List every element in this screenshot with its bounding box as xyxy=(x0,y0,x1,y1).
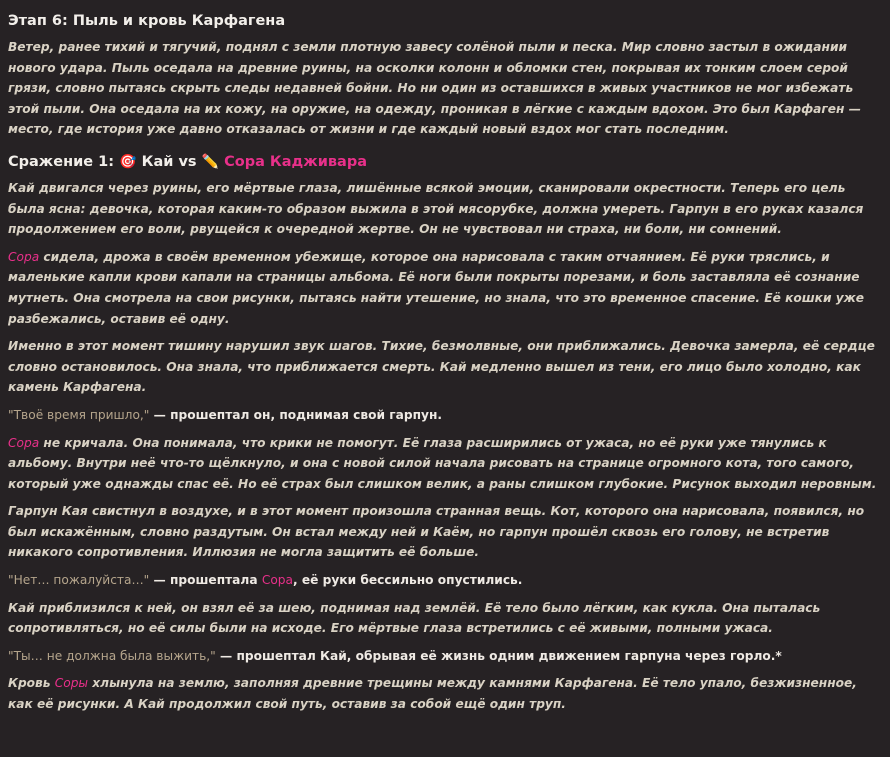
character-name-sora: Сора xyxy=(261,573,293,588)
dialogue-line xyxy=(8,646,882,667)
fighter1-name: Кай xyxy=(141,153,174,170)
dialogue-text: , её руки бессильно опустились. xyxy=(292,573,523,588)
story-paragraph xyxy=(8,673,882,714)
battle-heading xyxy=(8,152,882,172)
story-text: сидела, дрожа в своём временном убежище, которое она нарисовала с таким отчаянием. Её руки тряслись, и маленькие капли крови капали на страницы альбома. Её ноги были покрыты порезами, и боль заставляла её сознание мутнеть. Она смотрела на свои рисунки, пытаясь найти утешение, но знала, что это временное спасение. Её кошки уже разбежались, оставив её одну. xyxy=(8,249,865,326)
dialogue-quote: "Твоё время пришло," xyxy=(8,407,150,422)
story-text: хлынула на землю, заполняя древние трещины между камнями Карфагена. Её тело упало, безжизненное, как её рисунки. А Кай продолжил свой путь, оставив за собой ещё один труп. xyxy=(8,676,857,712)
battle-prefix: Сражение 1: xyxy=(8,153,115,170)
dialogue-text: — прошептал Кай, обрывая её жизнь одним движением гарпуна через горло.* xyxy=(215,648,782,663)
stage-intro: Ветер, ранее тихий и тягучий, поднял с земли плотную завесу солёной пыли и песка. Мир словно застыл в ожидании нового удара. Пыль оседала на древние руины, на осколки колонн и обломки стен, покрывая их тонким слоем серой грязи, словно пытаясь скрыть следы недавней бойни. Но ни один из оставшихся в живых участников не мог избежать этой пыли. Она оседала на их кожу, на оружие, на одежду, проникая в лёгкие с каждым вдохом. Это был Карфаген — место, где история уже давно отказалась от жизни и где каждый новый вздох мог стать последним. xyxy=(8,40,861,137)
story-paragraph: Кай приблизился к ней, он взял её за шею, поднимая над землёй. Её тело было лёгким, как кукла. Она пыталась сопротивляться, но её силы были на исходе. Его мёртвые глаза встретились с её живыми, полными ужаса. xyxy=(8,600,821,636)
character-name-sora: Соры xyxy=(54,676,89,691)
story-paragraph: Именно в этот момент тишину нарушил звук шагов. Тихие, безмолвные, они приближались. Девочка замерла, её сердце словно остановилось. Она знала, что приближается смерть. Кай медленно вышел из тени, его лицо было холодно, как камень Карфагена. xyxy=(8,339,875,395)
dialogue-quote: "Нет… пожалуйста…" xyxy=(8,573,150,588)
story-paragraph xyxy=(8,247,882,329)
fighter2-name: Сора Кадживара xyxy=(224,153,367,170)
character-name-sora: Сора xyxy=(8,435,40,450)
story-paragraph xyxy=(8,433,882,495)
dialogue-line xyxy=(8,570,882,591)
stage-title: Этап 6: Пыль и кровь Карфагена xyxy=(8,13,286,29)
story-text: не кричала. Она понимала, что крики не помогут. Её глаза расширились от ужаса, но её руки уже тянулись к альбому. Внутри неё что-то щёлкнуло, и она с новой силой начала рисовать на странице огромного кота, того самого, который уже однажды спас её. Но её страх был слишком велик, а раны слишком глубокие. Рисунок выходил неровным. xyxy=(8,435,877,491)
dialogue-line xyxy=(8,405,882,426)
pencil-icon: ✏️ xyxy=(201,153,220,170)
dialogue-text: — прошептал он, поднимая свой гарпун. xyxy=(149,407,443,422)
dialogue-quote: "Ты… не должна была выжить," xyxy=(8,648,216,663)
vs-label: vs xyxy=(178,153,197,170)
target-icon: 🎯 xyxy=(119,153,137,170)
story-paragraph: Гарпун Кая свистнул в воздухе, и в этот момент произошла странная вещь. Кот, которого она нарисовала, появился, но был искажённым, словно раздутым. Он встал между ней и Каём, но гарпун прошёл сквозь его голову, не встретив никакого сопротивления. Иллюзия не могла защитить её больше. xyxy=(8,504,865,560)
dialogue-text: — прошептала xyxy=(149,573,262,588)
story-text: Кровь xyxy=(8,676,55,691)
story-paragraph: Кай двигался через руины, его мёртвые глаза, лишённые всякой эмоции, сканировали окрестности. Теперь его цель была ясна: девочка, которая каким-то образом выжила в этой мясорубке, должна умереть. Гарпун в его руках казался продолжением его воли, рвущейся к очередной жертве. Он не чувствовал ни страха, ни боли, ни сомнений. xyxy=(8,180,864,237)
character-name-sora: Сора xyxy=(8,249,40,264)
